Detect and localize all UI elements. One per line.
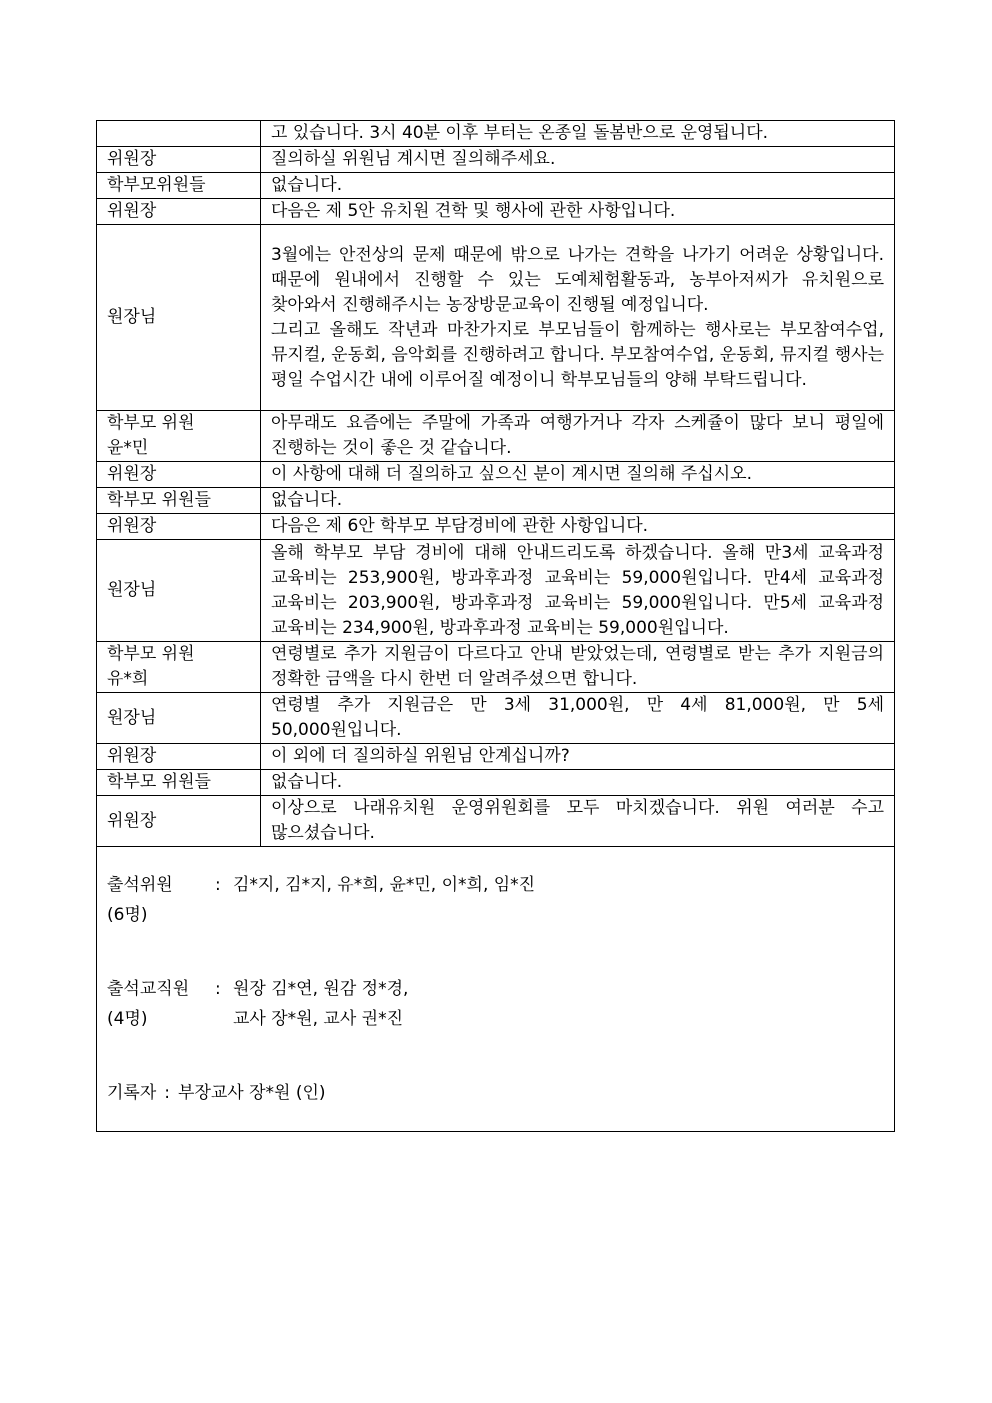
- content-cell: 연령별로 추가 지원금이 다르다고 안내 받았었는데, 연령별로 받는 추가 지원금의 정확한 금액을 다시 한번 더 알려주셨으면 합니다.: [261, 642, 895, 693]
- speaker-name: 윤*민: [107, 438, 149, 458]
- speaker-cell: 위원장: [97, 199, 261, 225]
- attend-staff-line: [107, 974, 884, 1004]
- content-cell: 올해 학부모 부담 경비에 대해 안내드리도록 하겠습니다. 올해 만3세 교육과정 교육비는 253,900원, 방과후과정 교육비는 59,000원입니다. 만4세 교육과정 교육비는 203,900원, 방과후과정 교육비는 59,000원입니다. 만5세 교육과정 교육비는 234,900원, 방과후과정 교육비는 59,000원입니다.: [261, 540, 895, 642]
- speaker-name: 유*희: [107, 669, 149, 689]
- recorder-line: [107, 1078, 884, 1108]
- table-row: [97, 199, 895, 225]
- speaker-cell: 위원장: [97, 796, 261, 847]
- content-cell: [261, 225, 895, 411]
- content-cell: 없습니다.: [261, 488, 895, 514]
- table-row: [97, 796, 895, 847]
- meeting-minutes-table: [96, 120, 895, 1132]
- content-cell: 고 있습니다. 3시 40분 이후 부터는 온종일 돌봄반으로 운영됩니다.: [261, 121, 895, 147]
- table-row: [97, 225, 895, 411]
- attendance-section: [97, 847, 895, 1132]
- table-row: [97, 770, 895, 796]
- colon: :: [215, 874, 221, 895]
- speaker-cell: 원장님: [97, 225, 261, 411]
- speaker-cell: [97, 642, 261, 693]
- attend-members-count-line: [107, 900, 884, 930]
- speaker-cell: 학부모 위원들: [97, 770, 261, 796]
- table-row: [97, 693, 895, 744]
- speaker-cell: [97, 121, 261, 147]
- table-row: [97, 540, 895, 642]
- table-row: [97, 488, 895, 514]
- attend-staff-count: (4명): [107, 1008, 148, 1029]
- table-row: [97, 173, 895, 199]
- colon: :: [164, 1082, 171, 1103]
- attend-members-label: 출석위원: [107, 874, 173, 895]
- content-cell: 다음은 제 6안 학부모 부담경비에 관한 사항입니다.: [261, 514, 895, 540]
- content-cell: 연령별 추가 지원금은 만 3세 31,000원, 만 4세 81,000원, 만 5세 50,000원입니다.: [261, 693, 895, 744]
- table-row: [97, 744, 895, 770]
- recorder-value: 부장교사 장*원 (인): [178, 1082, 326, 1103]
- speaker-cell: 원장님: [97, 540, 261, 642]
- table-row: [97, 514, 895, 540]
- attend-members-count: (6명): [107, 904, 148, 925]
- table-row: [97, 642, 895, 693]
- spacer: [107, 1034, 884, 1078]
- recorder-label: 기록자: [107, 1082, 157, 1103]
- attend-staff-line2: 교사 장*원, 교사 권*진: [233, 1008, 403, 1029]
- table-row: [97, 462, 895, 488]
- content-cell: 질의하실 위원님 계시면 질의해주세요.: [261, 147, 895, 173]
- attend-members-names: 김*지, 김*지, 유*희, 윤*민, 이*희, 임*진: [233, 874, 536, 895]
- paragraph: 그리고 올해도 작년과 마찬가지로 부모님들이 함께하는 행사로는 부모참여수업, 뮤지컬, 운동회, 음악회를 진행하려고 합니다. 부모참여수업, 운동회, 뮤지컬 행사는 평일 수업시간 내에 이루어질 예정이니 학부모님들의 양해 부탁드립니다.: [271, 319, 884, 390]
- attend-staff-line-2: [107, 1004, 884, 1034]
- speaker-cell: 위원장: [97, 744, 261, 770]
- speaker-role: 학부모 위원: [107, 413, 195, 433]
- speaker-cell: 학부모위원들: [97, 173, 261, 199]
- spacer: [107, 930, 884, 974]
- speaker-cell: 학부모 위원들: [97, 488, 261, 514]
- speaker-cell: 위원장: [97, 147, 261, 173]
- content-cell: 다음은 제 5안 유치원 견학 및 행사에 관한 사항입니다.: [261, 199, 895, 225]
- content-cell: 이 사항에 대해 더 질의하고 싶으신 분이 계시면 질의해 주십시오.: [261, 462, 895, 488]
- colon: :: [215, 978, 221, 999]
- speaker-cell: 위원장: [97, 514, 261, 540]
- speaker-role: 학부모 위원: [107, 644, 195, 664]
- content-cell: 이상으로 나래유치원 운영위원회를 모두 마치겠습니다. 위원 여러분 수고 많으셨습니다.: [261, 796, 895, 847]
- content-cell: 없습니다.: [261, 173, 895, 199]
- footer-row: [97, 847, 895, 1132]
- attend-staff-label: 출석교직원: [107, 978, 190, 999]
- speaker-cell: [97, 411, 261, 462]
- content-cell: 이 외에 더 질의하실 위원님 안계십니까?: [261, 744, 895, 770]
- speaker-cell: 위원장: [97, 462, 261, 488]
- paragraph: 3월에는 안전상의 문제 때문에 밖으로 나가는 견학을 나가기 어려운 상황입니다. 때문에 원내에서 진행할 수 있는 도예체험활동과, 농부아저씨가 유치원으로 찾아와서 진행해주시는 농장방문교육이 진행될 예정입니다.: [271, 244, 884, 315]
- content-cell: 아무래도 요즘에는 주말에 가족과 여행가거나 각자 스케쥴이 많다 보니 평일에 진행하는 것이 좋은 것 같습니다.: [261, 411, 895, 462]
- speaker-cell: 원장님: [97, 693, 261, 744]
- table-row: [97, 121, 895, 147]
- attend-staff-line1: 원장 김*연, 원감 정*경,: [233, 978, 409, 999]
- attend-members-line: [107, 870, 884, 900]
- table-row: [97, 411, 895, 462]
- content-cell: 없습니다.: [261, 770, 895, 796]
- table-row: [97, 147, 895, 173]
